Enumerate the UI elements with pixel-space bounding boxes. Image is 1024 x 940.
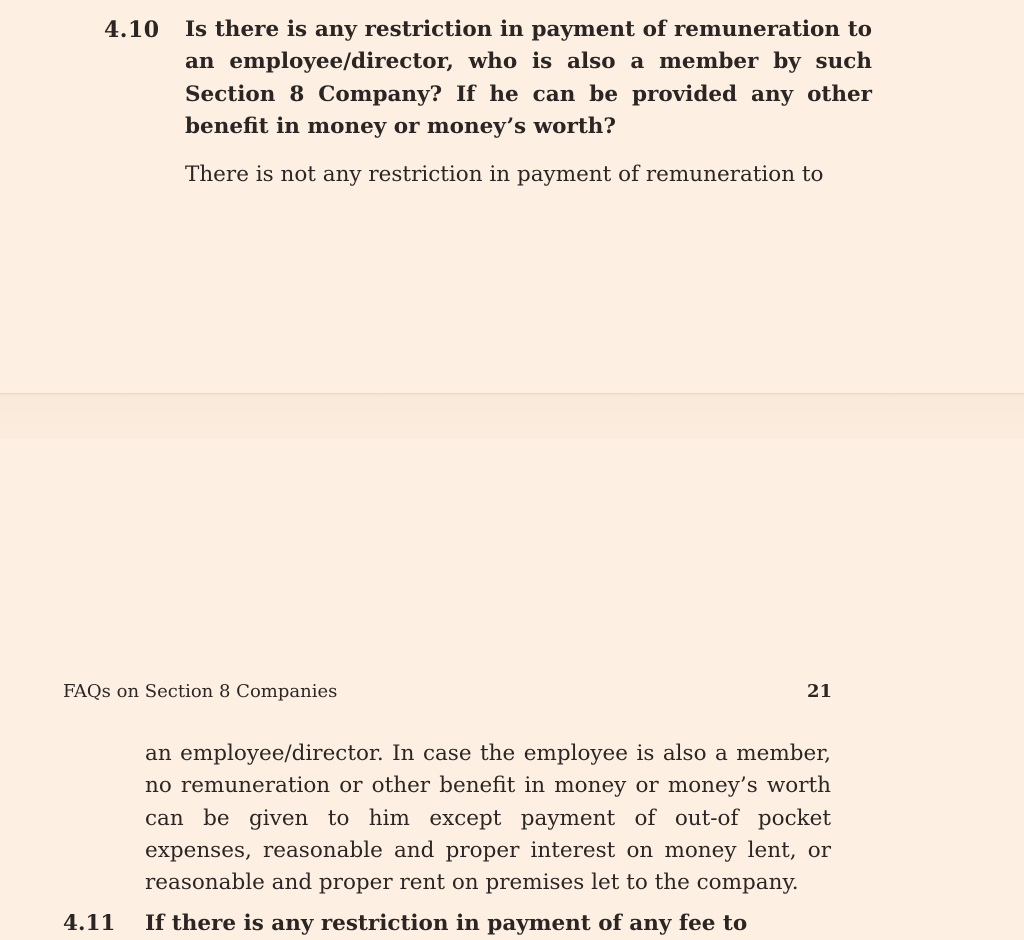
page-bottom [0, 439, 1024, 936]
answer-text-continued: an employee/director. In case the employee is also a member, no remuneration or other benefit in money or money’s worth can be given to him except payment of out-of pocket expenses, reasonable and proper interest on money lent, or reasonable and proper rent on premises let to the company. [145, 741, 831, 896]
question-text: Is there is any restriction in payment of remuneration to an employee/director, who is also a member by such Section 8 Company? If he can be provided any other benefit in money or money’s worth? [185, 17, 872, 139]
next-question-text: If there is any restriction in payment of any fee to [145, 911, 748, 936]
question-number: 4.10 [104, 17, 160, 43]
running-header-title: FAQs on Section 8 Companies [63, 681, 338, 702]
page-number: 21 [806, 681, 832, 702]
next-question-partial [63, 908, 843, 940]
page-top [0, 0, 1024, 393]
answer-text-start: There is not any restriction in payment of remuneration to [185, 162, 824, 187]
next-question-number: 4.11 [63, 911, 116, 936]
page-separator [0, 393, 1024, 440]
